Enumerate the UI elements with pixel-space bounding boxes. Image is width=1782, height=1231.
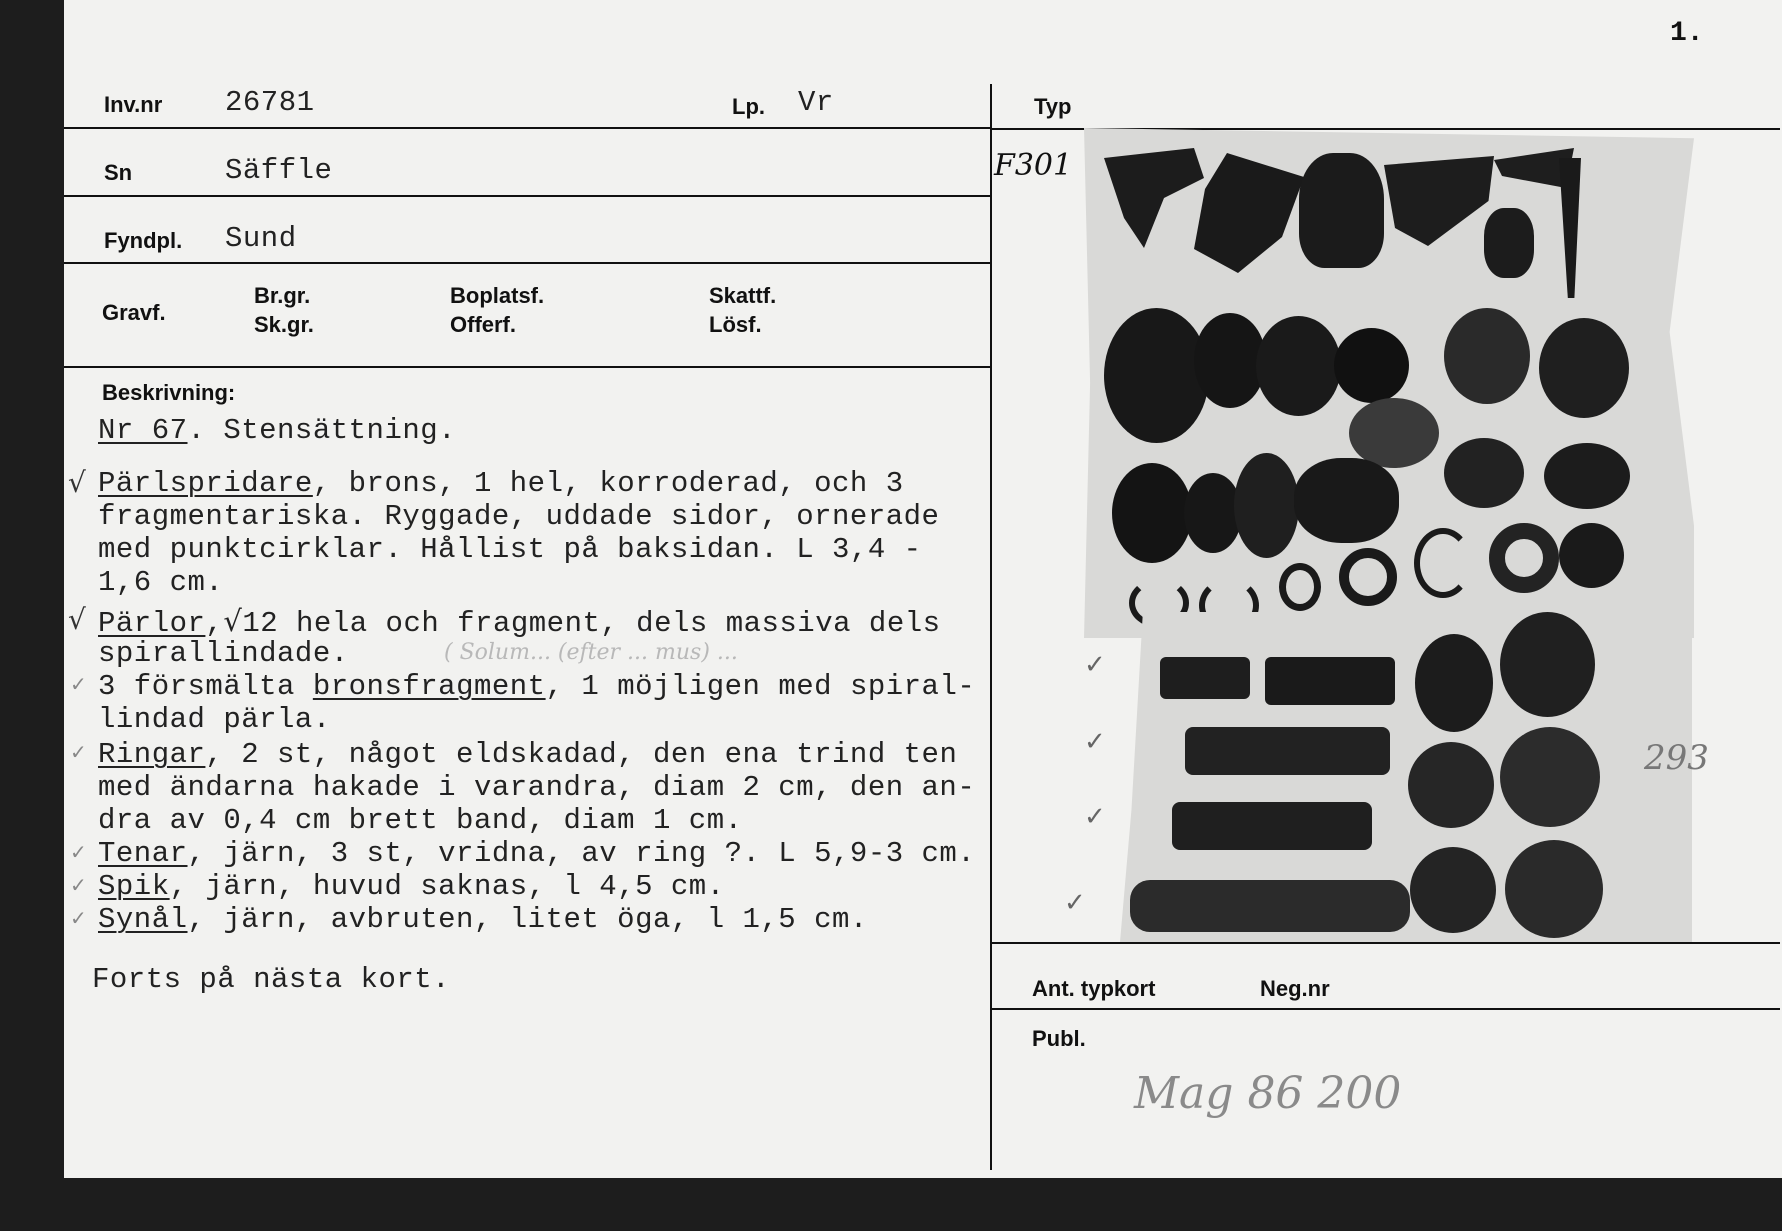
term-spik: Spik: [98, 870, 170, 903]
bead-spreader: [1185, 727, 1390, 775]
lp-value: Vr: [798, 86, 834, 119]
term-tenar: Tenar: [98, 837, 188, 870]
neg-nr-label: Neg.nr: [1260, 976, 1330, 1001]
sk-gr-label: Sk.gr.: [254, 312, 314, 337]
bead: [1184, 473, 1242, 553]
bead-spreader: [1172, 802, 1372, 850]
fragment: [1484, 208, 1534, 278]
description-line-5: Pärlor,√12 hela och fragment, dels massiva dels: [98, 604, 941, 640]
check-mark-1: √: [68, 466, 86, 499]
bead: [1349, 398, 1439, 468]
sn-label: Sn: [104, 160, 133, 185]
description-line-4: 1,6 cm.: [98, 566, 224, 599]
bead: [1410, 847, 1496, 933]
check-mark-4: ✓: [70, 740, 87, 764]
description-line-14: Synål, järn, avbruten, litet öga, l 1,5 cm.: [98, 903, 868, 936]
bead: [1444, 308, 1530, 404]
bead: [1500, 612, 1595, 717]
fragment: [1104, 148, 1204, 248]
fyndpl-value: Sund: [225, 222, 297, 255]
rule-sn: [64, 195, 990, 197]
description-line-3: med punktcirklar. Hållist på baksidan. L 3,4 -: [98, 533, 922, 566]
bead: [1256, 316, 1341, 416]
photo-annotation: 293: [1644, 738, 1709, 778]
skattf-label: Skattf.: [709, 283, 777, 308]
photo-check-4: ✓: [1064, 888, 1086, 918]
description-nr: [98, 414, 456, 447]
bead: [1104, 308, 1209, 443]
bead: [1334, 328, 1409, 403]
nr-rest: . Stensättning.: [187, 414, 457, 447]
fyndpl-label: Fyndpl.: [104, 228, 183, 253]
photo-check-1: ✓: [1084, 650, 1106, 680]
description-line-13: Spik, järn, huvud saknas, l 4,5 cm.: [98, 870, 725, 903]
bead: [1559, 523, 1624, 588]
fragment: [1559, 158, 1581, 298]
ring: [1339, 548, 1397, 606]
offerf-label: Offerf.: [450, 312, 516, 337]
fragment: [1194, 153, 1304, 273]
losf-label: Lösf.: [709, 312, 762, 337]
bead: [1408, 742, 1494, 828]
catalog-card: [64, 0, 1782, 1178]
beskrivning-label: Beskrivning:: [102, 380, 236, 405]
bead: [1539, 318, 1629, 418]
description-line-2: fragmentariska. Ryggade, uddade sidor, ornerade: [98, 500, 940, 533]
term-bronsfragment: bronsfragment: [312, 670, 546, 703]
term-parlor: Pärlor: [98, 607, 206, 640]
photo-check-3: ✓: [1084, 802, 1106, 832]
description-line-1: Pärlspridare, brons, 1 hel, korroderad, och 3: [98, 467, 904, 500]
ring: [1414, 528, 1472, 598]
artifact-photo-upper: [1084, 128, 1694, 638]
typ-label: Typ: [1034, 94, 1072, 119]
bead: [1505, 840, 1603, 938]
description-line-6: spirallindade.: [98, 637, 349, 670]
photo-check-2: ✓: [1084, 727, 1106, 757]
bead: [1234, 453, 1299, 558]
term-parlspridare: Pärlspridare: [98, 467, 313, 500]
inv-nr-label: Inv.nr: [104, 92, 163, 117]
description-line-11: dra av 0,4 cm brett band, diam 1 cm.: [98, 804, 743, 837]
nail: [1130, 880, 1410, 932]
check-mark-6: ✓: [70, 873, 87, 897]
gravf-label: Gravf.: [102, 300, 166, 325]
description-line-10: med ändarna hakade i varandra, diam 2 cm, den an-: [98, 771, 976, 804]
publ-label: Publ.: [1032, 1026, 1086, 1051]
br-gr-label: Br.gr.: [254, 283, 311, 308]
bead: [1444, 438, 1524, 508]
boplatsf-label: Boplatsf.: [450, 283, 545, 308]
fragment: [1384, 156, 1494, 246]
check-mark-inline: √: [223, 604, 243, 638]
ant-typkort-label: Ant. typkort: [1032, 976, 1156, 1001]
nr-term: Nr 67: [98, 414, 188, 447]
page-number: 1.: [1670, 18, 1704, 49]
sn-value: Säffle: [225, 154, 333, 187]
check-mark-2: √: [68, 603, 86, 636]
ring: [1489, 523, 1559, 593]
description-line-8: lindad pärla.: [98, 703, 331, 736]
bead: [1112, 463, 1192, 563]
artifact-photo-lower: [1120, 612, 1692, 942]
lp-label: Lp.: [732, 94, 765, 119]
description-line-9: Ringar, 2 st, något eldskadad, den ena trind ten: [98, 738, 958, 771]
term-ringar: Ringar: [98, 738, 206, 771]
bead: [1500, 727, 1600, 827]
inv-nr-value: 26781: [225, 86, 315, 119]
rule-antkort: [990, 1008, 1780, 1010]
rule-inv: [64, 127, 990, 129]
bead: [1544, 443, 1630, 509]
rule-categories: [64, 366, 990, 368]
bead: [1415, 634, 1493, 732]
ring: [1279, 563, 1321, 611]
bead: [1294, 458, 1399, 543]
check-mark-5: ✓: [70, 840, 87, 864]
bead-spreader: [1160, 657, 1250, 699]
description-line-12: Tenar, järn, 3 st, vridna, av ring ?. L 5,9-3 cm.: [98, 837, 976, 870]
check-mark-7: ✓: [70, 906, 87, 930]
rule-photo-bottom: [990, 942, 1780, 944]
continued-note: Forts på nästa kort.: [92, 963, 451, 996]
bead-spreader: [1265, 657, 1395, 705]
fragment: [1299, 153, 1384, 268]
publ-value: Mag 86 200: [1134, 1068, 1402, 1119]
typ-code: F301: [994, 148, 1073, 183]
description-line-7: 3 försmälta bronsfragment, 1 möjligen med spiral-: [98, 670, 976, 703]
rule-fyndpl: [64, 262, 990, 264]
pencil-note: ( Solum... (efter ... mus) ...: [444, 640, 738, 665]
check-mark-3: ✓: [70, 672, 87, 696]
term-synal: Synål: [98, 903, 188, 936]
